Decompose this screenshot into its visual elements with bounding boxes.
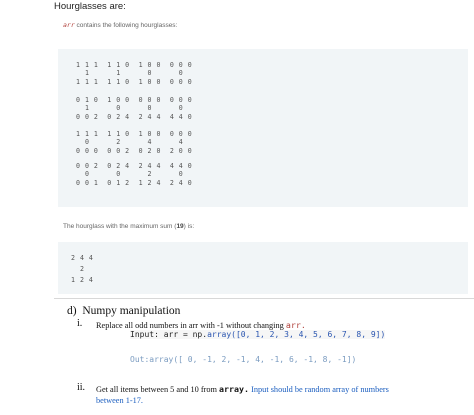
hourglass-block-3 xyxy=(76,130,192,155)
max-sum-suffix: ) is: xyxy=(183,223,195,230)
max-sum-prefix: The hourglass with the maximum sum ( xyxy=(63,223,177,230)
section-heading xyxy=(67,305,180,317)
result-line: 1 2 4 xyxy=(71,276,94,284)
item-number-2: ii. xyxy=(77,382,86,393)
intro-text-body: contains the following hourglasses: xyxy=(74,22,178,29)
arr-variable: arr xyxy=(63,21,75,29)
hourglass-line: 0 1 0 1 0 0 0 0 0 0 0 0 xyxy=(76,96,193,104)
result-line: 2 xyxy=(71,265,85,273)
page-divider xyxy=(54,298,474,299)
hourglass-line: 0 0 2 0 xyxy=(76,170,184,179)
input-array: array([0, 1, 2, 3, 4, 5, 6, 7, 8, 9]) xyxy=(207,330,386,339)
hourglass-block-1 xyxy=(76,61,192,86)
question-2-text-b: Input should be random array of numbers between 1-17. xyxy=(96,385,389,405)
hourglass-line: 1 1 1 1 1 0 1 0 0 0 0 0 xyxy=(76,130,193,138)
intro-text xyxy=(63,21,177,29)
hourglass-line: 0 0 2 0 2 4 2 4 4 4 4 0 xyxy=(76,112,193,121)
hourglass-line: 0 2 4 4 xyxy=(76,138,184,147)
hourglass-line: 0 0 1 0 1 2 1 2 4 2 4 0 xyxy=(76,178,193,187)
question-1-code: arr. xyxy=(285,320,306,330)
hourglass-line: 1 1 1 1 1 0 1 0 0 0 0 0 xyxy=(76,77,193,86)
item-number-1: i. xyxy=(77,318,83,329)
section-label: d) xyxy=(67,305,77,317)
question-1 xyxy=(96,320,306,330)
max-sum-text xyxy=(63,223,194,230)
max-hourglass xyxy=(71,253,93,286)
result-code-block xyxy=(58,242,468,294)
output-line: Out:array([ 0, -1, 2, -1, 4, -1, 6, -1, 8, -1]) xyxy=(130,355,357,364)
hourglass-block-2 xyxy=(76,96,192,121)
hourglass-line: 1 1 1 1 1 0 1 0 0 0 0 0 xyxy=(76,61,193,69)
question-2 xyxy=(96,384,416,406)
hourglass-line: 1 1 0 0 xyxy=(76,69,184,78)
question-1-text: Replace all odd numbers in arr with -1 without changing xyxy=(96,321,286,330)
hourglass-line: 0 0 0 0 0 2 0 2 0 2 0 0 xyxy=(76,146,193,155)
max-sum-value: 19 xyxy=(176,223,184,230)
question-2-code: array. xyxy=(219,384,250,394)
section-title: Numpy manipulation xyxy=(82,305,181,317)
hourglass-block-4 xyxy=(76,162,192,187)
result-line: 2 4 4 xyxy=(71,254,94,262)
input-line xyxy=(130,330,385,339)
page-heading: Hourglasses are: xyxy=(54,1,126,12)
hourglass-line: 0 0 2 0 2 4 2 4 4 4 4 0 xyxy=(76,162,193,170)
question-2-text-a: Get all items between 5 and 10 from xyxy=(96,385,220,394)
input-label: Input: arr = np. xyxy=(130,330,208,339)
hourglass-line: 1 0 0 0 xyxy=(76,104,184,113)
